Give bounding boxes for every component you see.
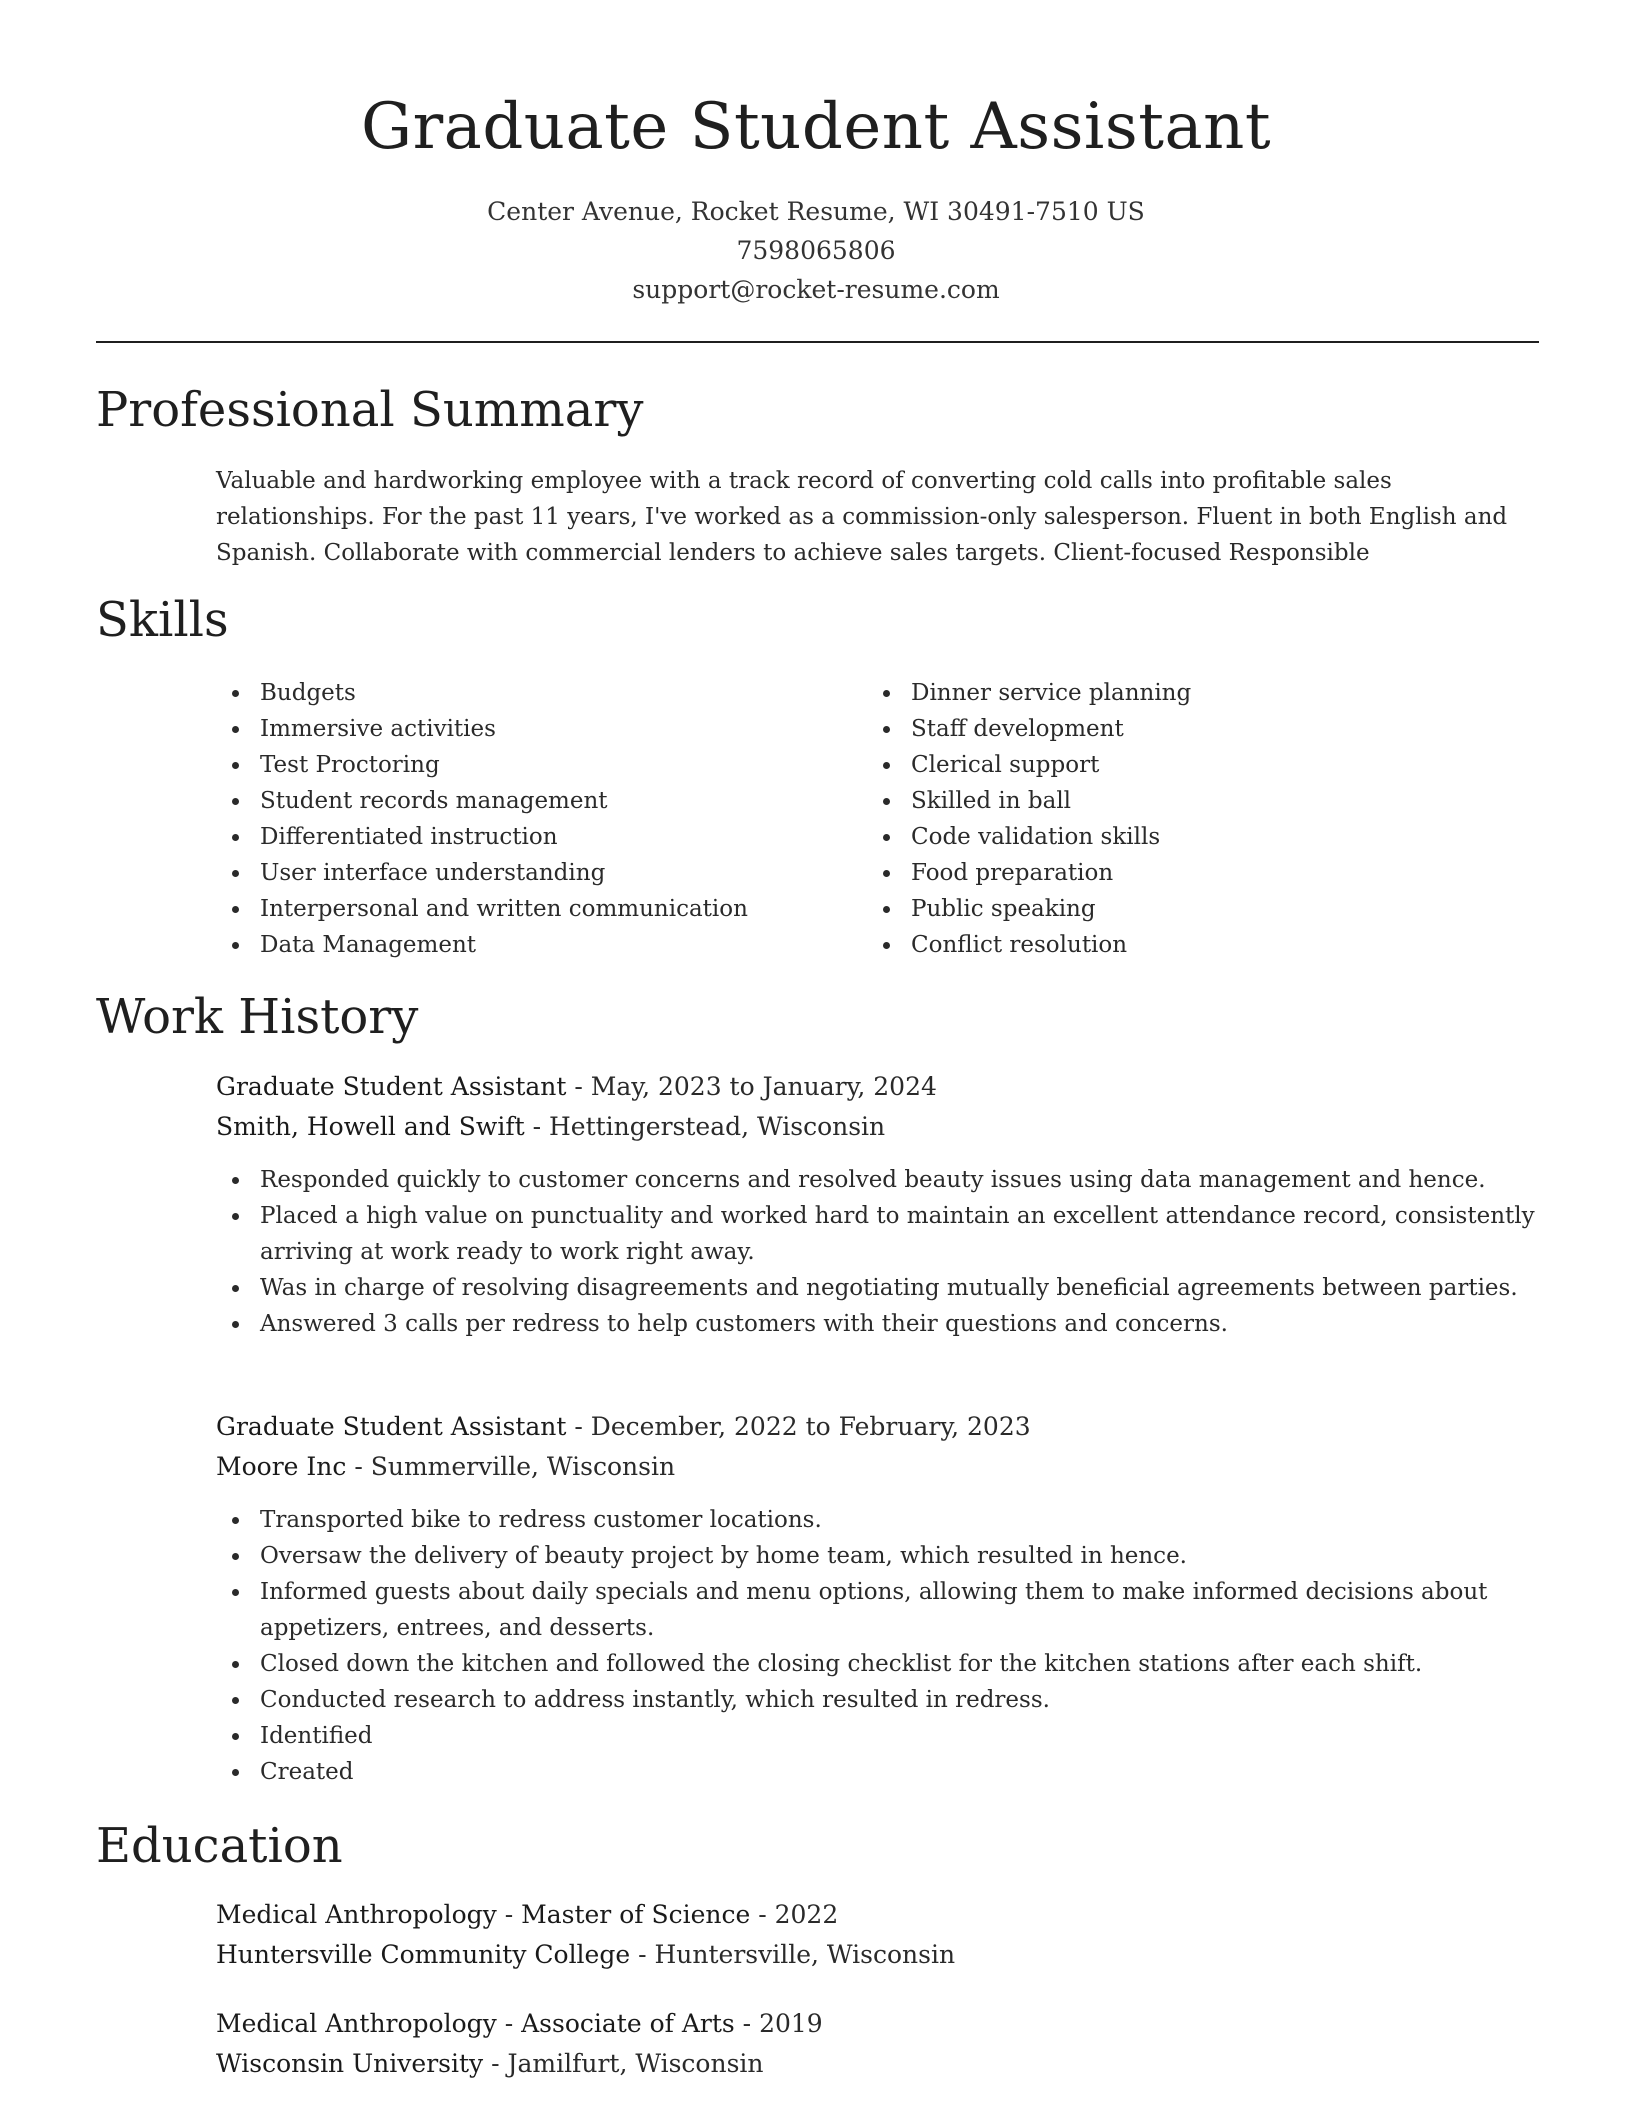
separator: - [524, 1112, 549, 1141]
skill-item: Public speaking [867, 891, 1191, 927]
skill-item: Code validation skills [867, 819, 1191, 855]
job-title-line [216, 1067, 937, 1107]
separator: - [566, 1412, 591, 1441]
section-title-education: Education [96, 1818, 343, 1874]
skill-item: Conflict resolution [867, 927, 1191, 963]
job-bullet: Transported bike to redress customer locations. [216, 1502, 1536, 1538]
job-company: Moore Inc [216, 1452, 347, 1481]
job-bullet: Was in charge of resolving disagreements and negotiating mutually beneficial agreements between parties. [216, 1270, 1536, 1306]
skill-item: User interface understanding [216, 855, 748, 891]
education-location: Jamilfurt, Wisconsin [507, 2049, 764, 2078]
separator: - [496, 2009, 522, 2038]
skill-item: Test Proctoring [216, 747, 748, 783]
skill-item: Interpersonal and written communication [216, 891, 748, 927]
separator: - [566, 1072, 591, 1101]
skill-item: Immersive activities [216, 711, 748, 747]
job-bullet: Answered 3 calls per redress to help customers with their questions and concerns. [216, 1306, 1536, 1342]
education-field: Medical Anthropology [216, 1900, 497, 1929]
job-dates: May, 2023 to January, 2024 [590, 1072, 937, 1101]
education-school: Wisconsin University [216, 2049, 484, 2078]
section-title-summary: Professional Summary [96, 382, 644, 438]
skill-item: Budgets [216, 675, 748, 711]
separator: - [346, 1452, 371, 1481]
skill-item: Staff development [867, 711, 1191, 747]
education-degree-line [216, 2004, 823, 2044]
separator: - [750, 1900, 775, 1929]
section-title-skills: Skills [96, 592, 229, 648]
email: support@rocket-resume.com [632, 275, 1000, 304]
separator: - [734, 2009, 760, 2038]
job-title-line [216, 1407, 1031, 1447]
job-bullet: Conducted research to address instantly, which resulted in redress. [216, 1682, 1536, 1718]
skills-list-right [867, 675, 1191, 963]
job-bullets [216, 1162, 1536, 1342]
skill-item: Differentiated instruction [216, 819, 748, 855]
job-bullet: Closed down the kitchen and followed the closing checklist for the kitchen stations after each shift. [216, 1646, 1536, 1682]
phone: 7598065806 [736, 236, 896, 265]
job-bullet: Oversaw the delivery of beauty project by home team, which resulted in hence. [216, 1538, 1536, 1574]
skills-list-left [216, 675, 748, 963]
job-location: Summerville, Wisconsin [370, 1452, 676, 1481]
job-bullet: Created [216, 1754, 1536, 1790]
skill-item: Data Management [216, 927, 748, 963]
skill-item: Student records management [216, 783, 748, 819]
candidate-name: Graduate Student Assistant [360, 90, 1272, 164]
separator: - [630, 1940, 655, 1969]
education-school-line [216, 2044, 764, 2084]
section-title-work: Work History [96, 989, 419, 1045]
job-bullet: Identified [216, 1718, 1536, 1754]
header-divider [96, 341, 1539, 343]
address: Center Avenue, Rocket Resume, WI 30491-7510 US [487, 197, 1145, 226]
job-bullet: Placed a high value on punctuality and worked hard to maintain an excellent attendance record, consistently arriving at work ready to work right away. [216, 1198, 1536, 1270]
education-degree: Master of Science [521, 1900, 751, 1929]
skill-item: Food preparation [867, 855, 1191, 891]
education-school-line [216, 1935, 955, 1975]
job-bullet: Informed guests about daily specials and menu options, allowing them to make informed decisions about appetizers, entrees, and desserts. [216, 1574, 1536, 1646]
separator: - [496, 1900, 522, 1929]
job-bullet: Responded quickly to customer concerns and resolved beauty issues using data management and hence. [216, 1162, 1536, 1198]
job-role: Graduate Student Assistant [216, 1072, 567, 1101]
skill-item: Skilled in ball [867, 783, 1191, 819]
job-company-line [216, 1447, 675, 1487]
education-location: Huntersville, Wisconsin [654, 1940, 956, 1969]
education-school: Huntersville Community College [216, 1940, 631, 1969]
summary-text: Valuable and hardworking employee with a track record of converting cold calls into profitable sales relationships. For the past 11 years, I've worked as a commission-only salesperson. Fluent in both English and Spanish. Collaborate with commercial lenders to achieve sales targets. Client-focused Responsible [216, 468, 1508, 566]
education-degree: Associate of Arts [521, 2009, 735, 2038]
education-degree-line [216, 1895, 838, 1935]
job-company-line [216, 1107, 885, 1147]
separator: - [483, 2049, 508, 2078]
job-company: Smith, Howell and Swift [216, 1112, 525, 1141]
education-year: 2022 [774, 1900, 839, 1929]
skill-item: Dinner service planning [867, 675, 1191, 711]
education-year: 2019 [759, 2009, 823, 2038]
job-role: Graduate Student Assistant [216, 1412, 567, 1441]
contact-block [0, 192, 1632, 309]
skill-item: Clerical support [867, 747, 1191, 783]
job-bullets [216, 1502, 1536, 1790]
education-field: Medical Anthropology [216, 2009, 497, 2038]
job-location: Hettingerstead, Wisconsin [548, 1112, 886, 1141]
job-dates: December, 2022 to February, 2023 [590, 1412, 1031, 1441]
